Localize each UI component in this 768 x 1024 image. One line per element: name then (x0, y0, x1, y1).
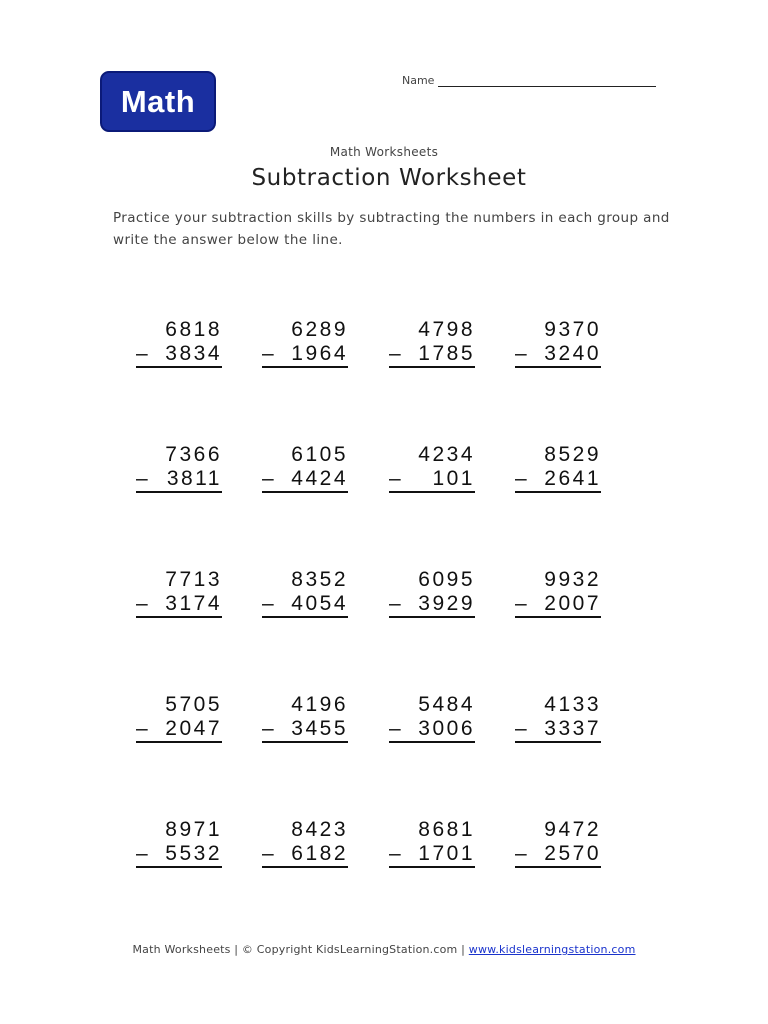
subtrahend: 1785 (418, 342, 475, 365)
logo-text: Math (120, 83, 196, 119)
name-line (438, 72, 656, 87)
minuend: 4196 (291, 693, 348, 716)
page-title: Subtraction Worksheet (251, 165, 527, 191)
minus-sign: – (389, 592, 401, 615)
minuend: 5705 (165, 693, 222, 716)
minuend: 7366 (165, 443, 222, 466)
subtraction-problem (136, 818, 222, 868)
subtrahend: 3240 (544, 342, 601, 365)
subtraction-problem (515, 693, 601, 743)
footer-link[interactable]: www.kidslearningstation.com (468, 943, 636, 956)
subtraction-problem (389, 568, 475, 618)
minus-sign: – (262, 592, 274, 615)
minuend: 5484 (418, 693, 475, 716)
subtrahend: 2641 (544, 467, 601, 490)
minus-sign: – (515, 592, 527, 615)
minuend: 8352 (291, 568, 348, 591)
minuend: 4133 (544, 693, 601, 716)
subtraction-problem (389, 443, 475, 493)
answer-line (515, 717, 601, 743)
subtrahend: 3455 (291, 717, 348, 740)
subtraction-problem (515, 818, 601, 868)
answer-line (515, 592, 601, 618)
subtrahend: 3811 (166, 467, 222, 490)
subtraction-problem (262, 443, 348, 493)
name-field-row (402, 72, 656, 87)
minus-sign: – (136, 717, 148, 740)
minuend: 9472 (544, 818, 601, 841)
answer-line (515, 467, 601, 493)
subtraction-problem (262, 318, 348, 368)
answer-line (136, 592, 222, 618)
minuend: 8423 (291, 818, 348, 841)
answer-line (262, 342, 348, 368)
answer-line (136, 467, 222, 493)
minus-sign: – (262, 467, 274, 490)
minuend: 6818 (165, 318, 222, 341)
minuend: 9370 (544, 318, 601, 341)
subtrahend: 6182 (291, 842, 348, 865)
minus-sign: – (136, 467, 148, 490)
answer-line (136, 717, 222, 743)
answer-line (262, 467, 348, 493)
answer-line (136, 342, 222, 368)
subtraction-problem (389, 318, 475, 368)
subtraction-problem (515, 318, 601, 368)
answer-line (389, 467, 475, 493)
name-label: Name (402, 74, 435, 87)
minus-sign: – (515, 842, 527, 865)
minus-sign: – (262, 342, 274, 365)
minus-sign: – (515, 342, 527, 365)
footer-text: Math Worksheets | © Copyright KidsLearningStation.com | (132, 943, 469, 956)
subtraction-problem (389, 693, 475, 743)
minus-sign: – (515, 717, 527, 740)
minuend: 6105 (291, 443, 348, 466)
minuend: 8529 (544, 443, 601, 466)
minus-sign: – (389, 842, 401, 865)
subtrahend: 3929 (418, 592, 475, 615)
minus-sign: – (262, 717, 274, 740)
answer-line (389, 717, 475, 743)
answer-line (389, 842, 475, 868)
minuend: 9932 (544, 568, 601, 591)
footer (0, 943, 768, 956)
answer-line (515, 342, 601, 368)
answer-line (262, 717, 348, 743)
subtrahend: 101 (432, 467, 475, 490)
subtrahend: 5532 (165, 842, 222, 865)
instructions: Practice your subtraction skills by subtracting the numbers in each group and write the answer below the line. (113, 210, 670, 248)
subtraction-problem (262, 818, 348, 868)
subtrahend: 2047 (165, 717, 222, 740)
subtrahend: 4424 (291, 467, 348, 490)
subtraction-problem (136, 443, 222, 493)
subtrahend: 3834 (165, 342, 222, 365)
subtraction-problem (136, 693, 222, 743)
math-logo (100, 71, 216, 132)
subtrahend: 4054 (291, 592, 348, 615)
minuend: 8971 (165, 818, 222, 841)
subtrahend: 1964 (291, 342, 348, 365)
answer-line (262, 842, 348, 868)
minus-sign: – (136, 592, 148, 615)
minus-sign: – (389, 467, 401, 490)
minuend: 4798 (418, 318, 475, 341)
answer-line (262, 592, 348, 618)
subtrahend: 3337 (544, 717, 601, 740)
answer-line (136, 842, 222, 868)
subtraction-problem (515, 443, 601, 493)
minus-sign: – (389, 342, 401, 365)
subtraction-problem (136, 568, 222, 618)
minuend: 7713 (165, 568, 222, 591)
subtraction-problem (515, 568, 601, 618)
answer-line (389, 342, 475, 368)
subtrahend: 3174 (165, 592, 222, 615)
answer-line (515, 842, 601, 868)
subtrahend: 3006 (418, 717, 475, 740)
subtrahend: 2570 (544, 842, 601, 865)
answer-line (389, 592, 475, 618)
subtrahend: 2007 (544, 592, 601, 615)
minus-sign: – (136, 842, 148, 865)
minus-sign: – (262, 842, 274, 865)
minuend: 8681 (418, 818, 475, 841)
subtraction-problem (136, 318, 222, 368)
subtraction-problem (389, 818, 475, 868)
minus-sign: – (515, 467, 527, 490)
subtrahend: 1701 (418, 842, 475, 865)
minuend: 4234 (418, 443, 475, 466)
subtraction-problem (262, 693, 348, 743)
subtraction-problem (262, 568, 348, 618)
minuend: 6289 (291, 318, 348, 341)
minus-sign: – (389, 717, 401, 740)
minus-sign: – (136, 342, 148, 365)
minuend: 6095 (418, 568, 475, 591)
page-subtitle: Math Worksheets (329, 145, 439, 159)
